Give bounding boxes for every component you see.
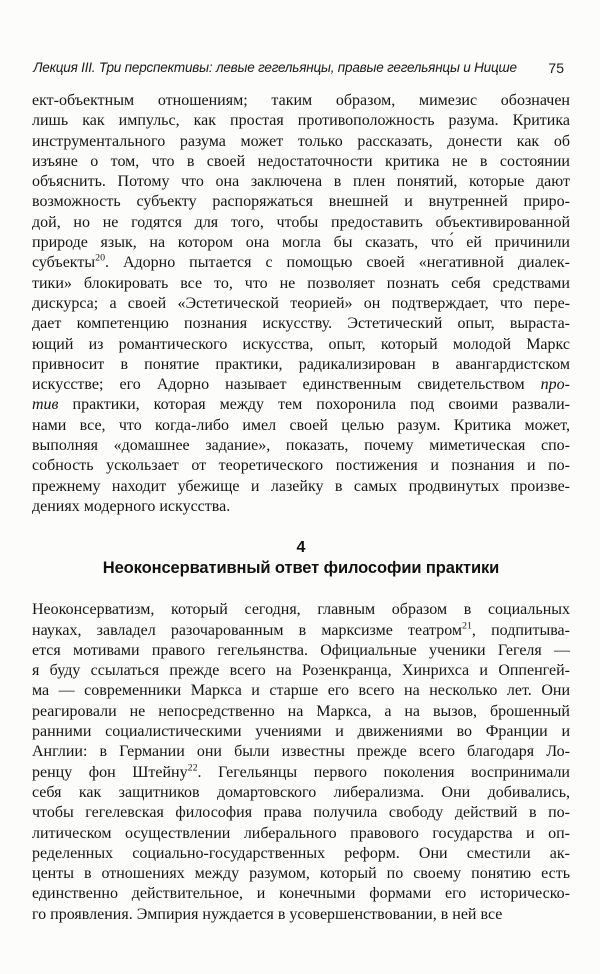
text-line: возможность субъекту распоряжаться внешней и внутренней приро- [32, 193, 570, 211]
text-line: го проявления. Эмпирия нуждается в усовершенствовании, в ней все [32, 905, 503, 923]
text-line: инструментального разума может только рассказать, донести как об [32, 132, 570, 150]
page-body [32, 91, 570, 925]
text-line: ется мотивами правого гегельянства. Официальные ученики Гегеля — [32, 641, 570, 659]
text-line: нами все, что когда-либо имел своей целью разум. Критика может, [32, 416, 570, 434]
text-line: привносит в понятие практики, радикализирован в авангардистском [32, 355, 570, 373]
text-line: ект-объектным отношениям; таким образом, мимезис обозначен [32, 92, 570, 109]
text-line: Англии: в Германии они были известны прежде всего благодаря Ло- [32, 743, 570, 761]
text-line: изъяне о том, что в своей недостаточности критика не в состоянии [32, 152, 570, 170]
text-line: ющий из романтического искусства, опыт, который молодой Маркс [32, 335, 570, 353]
text-line: ма — современники Маркса и старше его всего на несколько лет. Они [32, 682, 570, 700]
text-line: реагировали не непосредственно на Маркса, а на вызов, брошенный [32, 702, 570, 720]
text-line: центы в отношениях между разумом, который по своему понятию есть [32, 865, 570, 883]
text-line: искусстве; его Адорно называет единственным свидетельством про- [32, 376, 570, 394]
text-line: тики» блокировать все то, что не позволяет познать себя средствами [32, 274, 570, 292]
text-line: я буду ссылаться прежде всего на Розенкранца, Хинрихса и Оппенгей- [32, 662, 570, 680]
text-line: прежнему находит убежище и лазейку в самых продвинутых произве- [32, 477, 570, 495]
text-line: чтобы гегелевская философия права получила свободу действий в по- [32, 804, 570, 822]
paragraph-1 [32, 91, 570, 517]
section-heading [32, 538, 570, 578]
running-header [32, 60, 570, 78]
section-title: Неоконсервативный ответ философии практики [102, 559, 500, 578]
text-line: ранними социалистическими учениями и движениями во Франции и [32, 723, 570, 741]
text-line: ределенных социально-государственных реформ. Они сместили ак- [32, 844, 570, 862]
text-line: природе язык, на котором она могла бы сказать, что́ ей причинили [32, 234, 570, 252]
running-title: Лекция III. Три перспективы: левые гегельянцы, правые гегельянцы и Ницше [33, 60, 517, 75]
text-line: тив практики, которая между тем похоронила под своими развали- [32, 396, 570, 414]
text-line: дой, но не годятся для того, чтобы предоставить объективированной [32, 213, 570, 231]
text-line: Неоконсерватизм, который сегодня, главным образом в социальных [32, 601, 570, 619]
section-number: 4 [296, 539, 306, 557]
paragraph-2 [32, 600, 570, 925]
text-line: ренцу фон Штейну$^{22}$. Гегельянцы первого поколения воспринимали [32, 762, 570, 781]
text-line: дискурса; а своей «Эстетической теорией» он подтверждает, что пере- [32, 294, 570, 312]
text-line: собность ускользает от теоретического постижения и познания и по- [32, 457, 570, 475]
text-line: объяснить. Потому что она заключена в плен понятий, которые дают [32, 173, 570, 191]
text-line: себя как защитников домартовского либерализма. Они добивались, [32, 783, 570, 801]
text-line: дениях модерного искусства. [32, 497, 231, 515]
text-line: дает компетенцию познания искусству. Эстетический опыт, выраста- [32, 315, 570, 333]
text-line: литическом осуществлении либерального правового государства и оп- [32, 824, 570, 842]
text-line: лишь как импульс, как простая противоположность разума. Критика [32, 112, 570, 130]
page-number: 75 [548, 60, 564, 76]
text-line: науках, завладел разочарованным в марксизме театром$^{21}$, подпитыва- [32, 620, 570, 639]
text-line: субъекты$^{20}$. Адорно пытается с помощью своей «негативной диалек- [32, 253, 570, 272]
text-line: единственно действительное, и конечными формами его историческо- [32, 885, 570, 903]
text-line: выполняя «домашнее задание», показать, почему миметическая спо- [32, 437, 570, 455]
